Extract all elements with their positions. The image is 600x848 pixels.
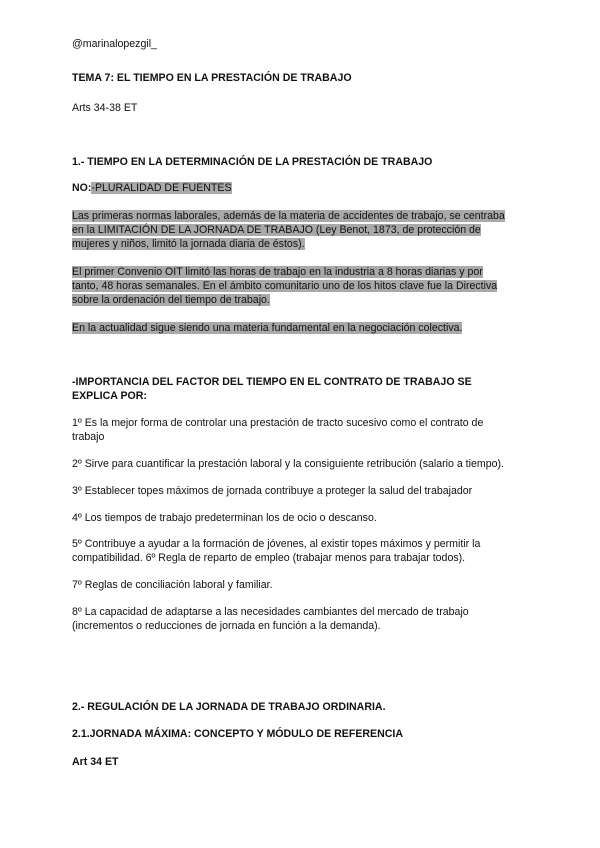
paragraph-3: En la actualidad sigue siendo una materia fundamental en la negociación colectiva. xyxy=(72,322,463,334)
list-item-2: 2º Sirve para cuantificar la prestación laboral y la consiguiente retribución (salario a tiempo). xyxy=(72,458,504,470)
list-item-1-line-2: trabajo xyxy=(72,431,105,443)
importance-heading-line-2: EXPLICA POR: xyxy=(72,390,147,402)
list-item-4: 4º Los tiempos de trabajo predeterminan los de ocio o descanso. xyxy=(72,512,377,524)
author-handle: @marinalopezgil_ xyxy=(72,38,157,50)
list-item-7: 7º Reglas de conciliación laboral y familiar. xyxy=(72,579,273,591)
section-2-heading: 2.- REGULACIÓN DE LA JORNADA DE TRABAJO ORDINARIA. xyxy=(72,701,386,713)
articles-reference: Arts 34-38 ET xyxy=(72,102,138,114)
list-item-1-line-1: 1º Es la mejor forma de controlar una prestación de tracto sucesivo como el contrato de xyxy=(72,417,484,429)
importance-heading-line-1: -IMPORTANCIA DEL FACTOR DEL TIEMPO EN EL CONTRATO DE TRABAJO SE xyxy=(72,376,472,388)
plurality-highlight: -PLURALIDAD DE FUENTES xyxy=(91,182,232,194)
section-2-1-heading: 2.1.JORNADA MÁXIMA: CONCEPTO Y MÓDULO DE REFERENCIA xyxy=(72,728,403,740)
paragraph-2-line-2: tanto, 48 horas semanales. En el ámbito comunitario uno de los hitos clave fue la Directiva xyxy=(72,280,498,292)
plurality-line xyxy=(72,181,232,195)
paragraph-2-line-3: sobre la ordenación del tiempo de trabajo. xyxy=(72,294,270,306)
article-34-reference: Art 34 ET xyxy=(72,756,119,768)
list-item-3: 3º Establecer topes máximos de jornada contribuye a proteger la salud del trabajador xyxy=(72,485,473,497)
document-title: TEMA 7: EL TIEMPO EN LA PRESTACIÓN DE TRABAJO xyxy=(72,72,352,84)
list-item-5-line-1: 5º Contribuye a ayudar a la formación de jóvenes, al existir topes máximos y permitir la xyxy=(72,538,481,550)
list-item-5-line-2: compatibilidad. 6º Regla de reparto de empleo (trabajar menos para trabajar todos). xyxy=(72,552,466,564)
paragraph-2-line-1: El primer Convenio OIT limitó las horas de trabajo en la industria a 8 horas diarias y por xyxy=(72,266,483,278)
paragraph-1-line-2: en la LIMITACIÓN DE LA JORNADA DE TRABAJO (Ley Benot, 1873, de protección de xyxy=(72,224,481,236)
section-1-heading: 1.- TIEMPO EN LA DETERMINACIÓN DE LA PRESTACIÓN DE TRABAJO xyxy=(72,156,433,168)
paragraph-1-line-3: mujeres y niños, limitó la jornada diaria de éstos). xyxy=(72,238,305,250)
list-item-8-line-2: (incrementos o reducciones de jornada en función a la demanda). xyxy=(72,620,381,632)
no-prefix: NO: xyxy=(72,182,92,194)
paragraph-1-line-1: Las primeras normas laborales, además de la materia de accidentes de trabajo, se centraba xyxy=(72,210,505,222)
list-item-8-line-1: 8º La capacidad de adaptarse a las necesidades cambiantes del mercado de trabajo xyxy=(72,606,469,618)
